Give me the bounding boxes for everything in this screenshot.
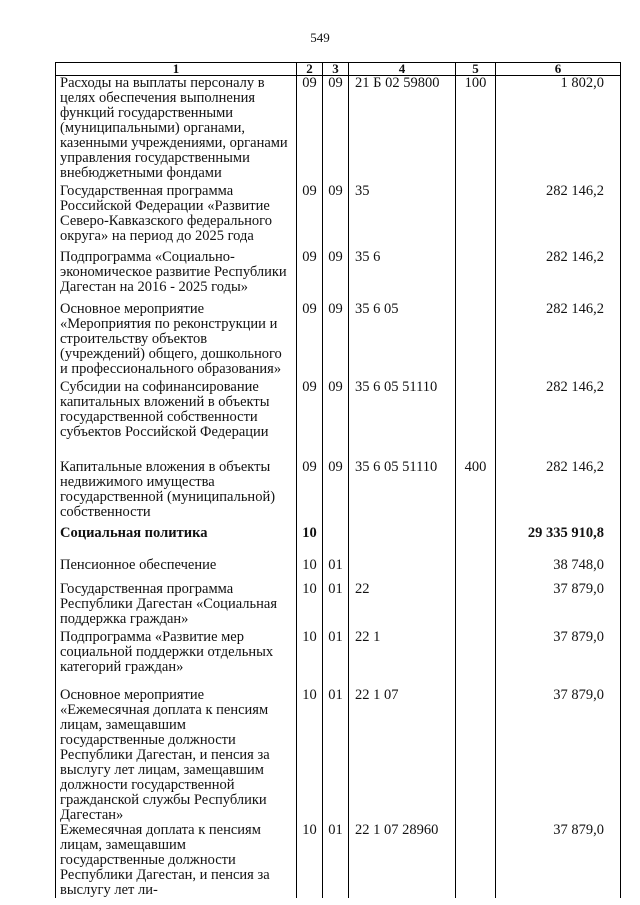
row-name: Ежемесячная доплата к пенсиям лицам, замещавшим государственные должности Республики Дагестан, и пенсия за выслугу лет ли- — [56, 823, 297, 898]
row-expense-type — [456, 526, 496, 558]
row-subsection: 09 — [323, 380, 349, 460]
row-expense-type — [456, 582, 496, 630]
column-header: 1 — [56, 63, 297, 76]
row-section: 09 — [297, 460, 323, 526]
row-target-code: 35 6 05 — [349, 302, 456, 380]
row-amount: 282 146,2 — [496, 380, 621, 460]
row-target-code: 22 — [349, 582, 456, 630]
row-expense-type — [456, 558, 496, 582]
table-row — [56, 76, 621, 184]
row-subsection: 09 — [323, 250, 349, 302]
row-amount: 282 146,2 — [496, 460, 621, 526]
row-section: 09 — [297, 184, 323, 250]
row-target-code: 35 6 05 51110 — [349, 460, 456, 526]
row-amount: 282 146,2 — [496, 250, 621, 302]
row-name: Основное мероприятие «Ежемесячная доплата к пенсиям лицам, замещавшим государственные должности Республики Дагестан, и пенсия за выслугу лет лицам, замещавшим должности государственной гражданской службы Республики Дагестан» — [56, 688, 297, 823]
table-row — [56, 630, 621, 688]
row-expense-type — [456, 630, 496, 688]
row-target-code: 35 — [349, 184, 456, 250]
row-subsection: 09 — [323, 302, 349, 380]
row-name: Расходы на выплаты персоналу в целях обеспечения выполнения функций государственными (муниципальными) органами, казенными учреждениями, органами управления государственными внебюджетными фондами — [56, 76, 297, 184]
row-subsection: 01 — [323, 558, 349, 582]
row-target-code: 35 6 05 51110 — [349, 380, 456, 460]
row-name: Государственная программа Республики Дагестан «Социальная поддержка граждан» — [56, 582, 297, 630]
row-section: 10 — [297, 823, 323, 898]
table-row — [56, 184, 621, 250]
row-amount: 37 879,0 — [496, 582, 621, 630]
column-header: 4 — [349, 63, 456, 76]
table-row — [56, 688, 621, 823]
row-amount: 29 335 910,8 — [496, 526, 621, 558]
column-header: 3 — [323, 63, 349, 76]
row-expense-type — [456, 688, 496, 823]
row-target-code: 22 1 — [349, 630, 456, 688]
table-row — [56, 558, 621, 582]
row-subsection: 01 — [323, 630, 349, 688]
budget-table — [55, 62, 621, 898]
row-section: 09 — [297, 302, 323, 380]
row-expense-type — [456, 302, 496, 380]
row-expense-type: 400 — [456, 460, 496, 526]
row-amount: 282 146,2 — [496, 184, 621, 250]
row-amount: 37 879,0 — [496, 688, 621, 823]
row-amount: 37 879,0 — [496, 630, 621, 688]
row-section: 10 — [297, 630, 323, 688]
row-expense-type — [456, 823, 496, 898]
row-name: Основное мероприятие «Мероприятия по реконструкции и строительству объектов (учреждений) общего, дошкольного и профессионального образования» — [56, 302, 297, 380]
row-section: 09 — [297, 250, 323, 302]
row-name: Подпрограмма «Развитие мер социальной поддержки отдельных категорий граждан» — [56, 630, 297, 688]
row-name: Социальная политика — [56, 526, 297, 558]
row-section: 09 — [297, 380, 323, 460]
row-expense-type — [456, 380, 496, 460]
table-row — [56, 582, 621, 630]
row-subsection: 01 — [323, 823, 349, 898]
table-row — [56, 380, 621, 460]
table-row — [56, 302, 621, 380]
row-subsection: 01 — [323, 688, 349, 823]
table-row — [56, 823, 621, 898]
column-header: 6 — [496, 63, 621, 76]
row-subsection: 09 — [323, 460, 349, 526]
row-expense-type — [456, 250, 496, 302]
row-name: Подпрограмма «Социально-экономическое развитие Республики Дагестан на 2016 - 2025 годы» — [56, 250, 297, 302]
table-row — [56, 460, 621, 526]
table-row — [56, 526, 621, 558]
column-header: 2 — [297, 63, 323, 76]
row-section: 10 — [297, 582, 323, 630]
row-target-code — [349, 558, 456, 582]
row-target-code: 22 1 07 28960 — [349, 823, 456, 898]
row-amount: 282 146,2 — [496, 302, 621, 380]
row-subsection: 09 — [323, 184, 349, 250]
row-expense-type — [456, 184, 496, 250]
row-target-code — [349, 526, 456, 558]
row-expense-type: 100 — [456, 76, 496, 184]
row-name: Государственная программа Российской Федерации «Развитие Северо-Кавказского федерального округа» на период до 2025 года — [56, 184, 297, 250]
row-name: Субсидии на софинансирование капитальных вложений в объекты государственной собственности субъектов Российской Федерации — [56, 380, 297, 460]
row-section: 10 — [297, 558, 323, 582]
row-subsection: 09 — [323, 76, 349, 184]
row-name: Капитальные вложения в объекты недвижимого имущества государственной (муниципальной) собственности — [56, 460, 297, 526]
row-amount: 38 748,0 — [496, 558, 621, 582]
row-target-code: 22 1 07 — [349, 688, 456, 823]
row-amount: 1 802,0 — [496, 76, 621, 184]
row-subsection: 01 — [323, 582, 349, 630]
row-name: Пенсионное обеспечение — [56, 558, 297, 582]
row-subsection — [323, 526, 349, 558]
column-header: 5 — [456, 63, 496, 76]
row-target-code: 35 6 — [349, 250, 456, 302]
row-target-code: 21 Б 02 59800 — [349, 76, 456, 184]
row-section: 09 — [297, 76, 323, 184]
header-row — [56, 63, 621, 76]
row-section: 10 — [297, 688, 323, 823]
table-row — [56, 250, 621, 302]
row-section: 10 — [297, 526, 323, 558]
page-number: 549 — [310, 30, 330, 45]
row-amount: 37 879,0 — [496, 823, 621, 898]
